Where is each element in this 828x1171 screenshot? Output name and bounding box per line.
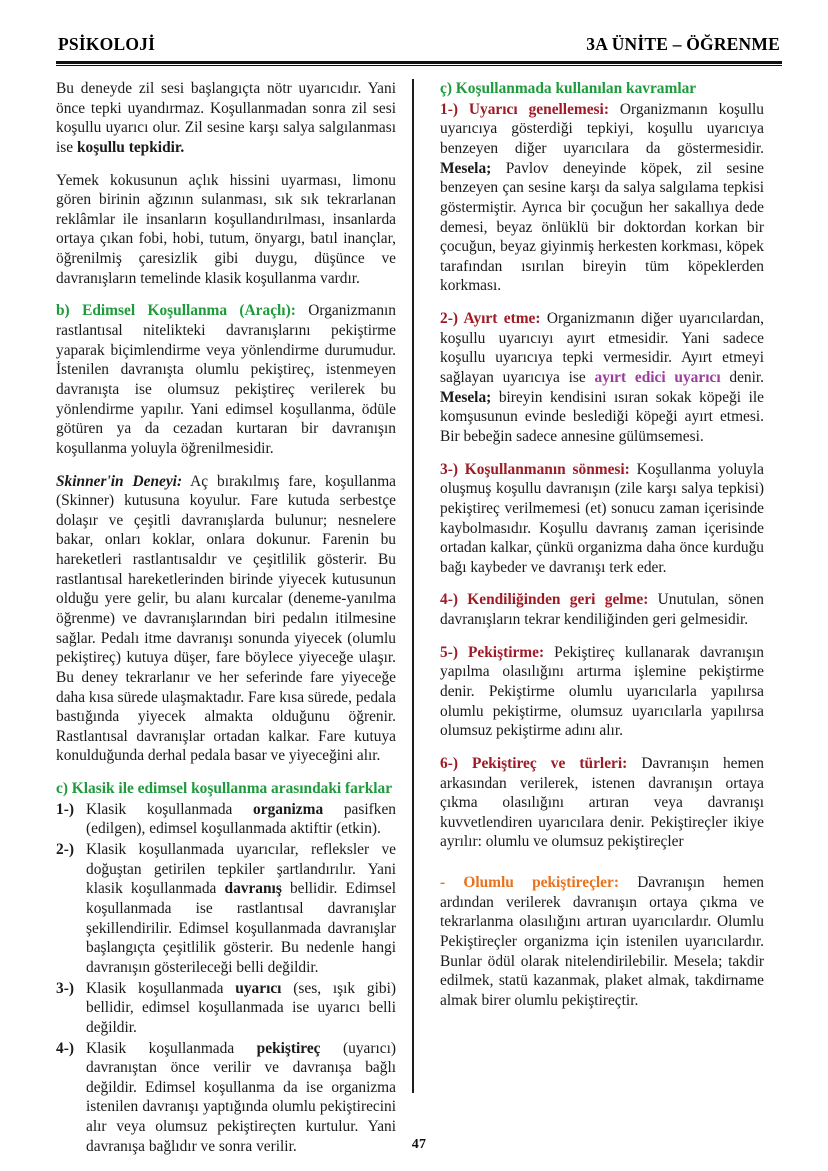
- concept-marker: 4-): [440, 591, 458, 609]
- paragraph-classical-conditioning-examples: Yemek kokusunun açlık hissini uyarması, limonu gören birinin ağzının sulanması, sık sık tekrarlanan reklâmlar ile insanların koşullandırılması, insanlarda ortaya çıkan fobi, hobi, tutum, önyargı, batıl inançlar, öğrenilmiş çaresizlik gibi duygu, düşünce ve davranışların temelinde klasik koşullanma vardır.: [56, 171, 396, 287]
- concept-text-a: Organizmanın diğer uyarıcılardan, koşullu uyarıcıyı ayırt etmesidir. Yani sadece koşullu uyarıcıya tepki vermesidir. Ayırt etmeyi sağlayan uyarıcıya ise: [440, 310, 764, 387]
- classical-vs-operant-differences-list: [56, 800, 396, 1157]
- list-text-a: Klasik koşullanmada: [86, 800, 254, 818]
- concept-extinction: [440, 460, 764, 578]
- concept-stimulus-generalization: [440, 100, 764, 296]
- header-divider-rule: [56, 61, 782, 66]
- concept-text: Unutulan, sönen davranışların tekrar kendiliğinden geri gelmesidir.: [440, 591, 764, 629]
- concept-marker: 5-): [440, 643, 458, 661]
- concept-lead-label: Koşullanmanın sönmesi:: [464, 460, 630, 478]
- list-item: [56, 979, 396, 1038]
- concept-marker: 3-): [440, 460, 458, 478]
- concept-text: Pekiştireç kullanarak davranışın yapılma olasılığını artırma işlemine pekiştirme denir. Pekiştirme olumlu uyarıcılarla yapılırsa olumlu pekiştirme, olumsuz uyarıcılarla yapılırsa olumsuz pekiştirme adını alır.: [440, 643, 764, 740]
- concept-discrimination: [440, 309, 764, 446]
- concept-lead-label: Pekiştireç ve türleri:: [472, 754, 628, 772]
- concept-lead-label: Kendiliğinden geri gelme:: [467, 591, 649, 609]
- concept-text-a: Organizmanın koşullu uyarıcıya gösterdiği tepkiyi, koşullu uyarıcıya benzeyen diğer uyarıcılara da göstermesidir.: [440, 100, 764, 157]
- concept-lead-label: Ayırt etme:: [463, 310, 541, 328]
- concept-marker: 1-): [440, 100, 458, 118]
- left-column: [56, 79, 402, 1155]
- header-subject-title: PSİKOLOJİ: [58, 34, 156, 54]
- concept-bold-mesela: Mesela;: [440, 159, 492, 177]
- list-text-a: Klasik koşullanmada uyarıcılar, refleksler ve doğuştan getirilen tepkiler şartlandırılır. Yani klasik koşullanmada: [86, 841, 396, 898]
- list-marker: 1-): [56, 800, 74, 818]
- list-marker: 3-): [56, 979, 74, 997]
- page-number: 47: [411, 1137, 427, 1152]
- list-text-c: (ses, ışık gibi) bellidir, edimsel koşullanmada ise uyarıcı belli değildir.: [86, 979, 396, 1036]
- paragraph-bell-neutral-stimulus: [56, 79, 396, 158]
- concept-reinforcement: [440, 643, 764, 741]
- concept-marker: 2-): [440, 310, 458, 328]
- column-divider-rule: [412, 79, 414, 1093]
- concept-lead-label: - Olumlu pekiştireçler:: [440, 874, 619, 892]
- section-b-heading-lead: b) Edimsel Koşullanma (Araçlı):: [56, 302, 296, 320]
- right-column: [418, 79, 764, 1133]
- concept-text: Davranışın hemen ardından verilerek davranışın ortaya çıkma ve tekrarlanma olasılığını artıran uyarıcılardır. Olumlu Pekiştireçler organizma için istenilen uyarıcılardır. Bunlar ödül olarak nitelendirilebilir. Mesela; takdir edilmek, statü kazanmak, plaket almak, takdirname almak birer olumlu pekiştireçtir.: [440, 874, 764, 1009]
- list-bold-term: uyarıcı: [235, 979, 282, 997]
- concept-bold-mesela: Mesela;: [440, 388, 492, 406]
- list-item: [56, 840, 396, 977]
- list-text-a: Klasik koşullanmada: [86, 1039, 257, 1057]
- list-text-a: Klasik koşullanmada: [86, 979, 236, 997]
- list-marker: 2-): [56, 841, 74, 859]
- concept-highlight-term: ayırt edici uyarıcı: [594, 369, 721, 387]
- section-c-cedilla-heading: ç) Koşullanmada kullanılan kavramlar: [440, 79, 697, 97]
- page-header: [56, 34, 782, 59]
- concept-text-c: denir.: [720, 369, 764, 387]
- skinner-experiment-body: Aç bırakılmış fare, koşullanma (Skinner) kutusuna koyulur. Fare kutuda serbestçe dolaşır ve çeşitli davranışlarda bulunur; nesnelere bakar, onları koklar, onlara dokunur. Farenin bu hareketleri rastlantısaldır ve çeşitlilik gösterir. Bu rastlantısal hareketlerinden birinde yiyecek kutusunun olduğu yere gelir, bu alanı kurcalar (deneme-yanılma öğrenme) ve davranışlarından biri pedalın itilmesine sağlar. Pedalı itme davranışı sonunda yiyecek (olumlu pekiştireç) kutuya düşer, fare böylece yiyeceğe ulaşır. Bu deney tekrarlanır ve her seferinde fare yiyeceğe daha kısa sürede ulaşmaktadır. Fare kısa sürede, pedala bastığında yiyecek almakta olduğunu öğrenir. Rastlantısal davranışlar ortadan kalkar. Fare kutuya konulduğunda derhal pedala basar ve yiyeceğini alır.: [56, 472, 396, 765]
- section-b-operant-conditioning: [56, 301, 396, 458]
- concept-marker: 6-): [440, 754, 458, 772]
- concept-lead-label: Uyarıcı genellemesi:: [468, 100, 609, 118]
- list-text-c: (uyarıcı) davranıştan önce verilir ve davranışa bağlı değildir. Edimsel koşullanma da ise organizma istenilen davranışı yaptığında olumlu pekiştirecini alır veya olumsuz pekiştireçten kurtulur. Yani davranışa bağlıdır ve sonra verilir.: [86, 1039, 396, 1155]
- list-item: [56, 1039, 396, 1157]
- header-unit-title: 3A ÜNİTE – ÖĞRENME: [586, 34, 780, 54]
- skinner-experiment-paragraph: [56, 472, 396, 767]
- skinner-experiment-lead: Skinner'in Deneyi:: [56, 472, 183, 490]
- concept-text-e: bireyin kendisini ısıran sokak köpeği ile komşusunun evinde beslediği köpeği ayırt etmesi. Bir bebeğin sadece annesine gülümsemesi.: [440, 388, 764, 445]
- list-marker: 4-): [56, 1039, 74, 1057]
- section-c-heading: c) Klasik ile edimsel koşullanma arasındaki farklar: [56, 780, 393, 798]
- list-bold-term: organizma: [253, 800, 324, 818]
- paragraph-text: Bu deneyde zil sesi başlangıçta nötr uyarıcıdır. Yani önce tepki uyandırmaz. Koşullanmadan sonra zil sesi koşullu uyarıcı olur. Zil sesine karşı salya salgılanması ise: [56, 79, 396, 156]
- list-text-c: bellidir. Edimsel koşullanmada ise rastlantısal davranışlar şekillendirilir. Edimsel koşullanmada davranışlar başlangıçta çeşitlilik gösterir. Bu nedenle hangi davranışın gösterileceği belli değildir.: [86, 880, 396, 976]
- concept-positive-reinforcers: [440, 873, 764, 1010]
- concept-text-c: Pavlov deneyinde köpek, zil sesine benzeyen çan sesine karşı da salya salgılama tepkisi göstermiştir. Ayrıca bir çocuğun her sakallıya dede demesi, beyaz önlüklü bir doktordan korkan bir çocuğun, beyaz giyinmiş herkesten korkması, köpek tarafından ısırılan bireyin tüm köpeklerden korkması.: [440, 159, 764, 295]
- list-bold-term: davranış: [224, 880, 282, 898]
- bold-phrase: koşullu tepkidir.: [76, 138, 185, 156]
- concept-text: Koşullanma yoluyla oluşmuş koşullu davranışın (zile karşı salya tepkisi) pekiştireç verilmemesi (et) sonucu zaman içerisinde kaybolmasıdır. Koşullu davranış zaman içerisinde ortadan kalkar, çünkü organizma daha önce kurduğu bağı kaybeder ve davranışı terk eder.: [440, 460, 764, 576]
- concept-lead-label: Pekiştirme:: [468, 643, 545, 661]
- list-bold-term: pekiştireç: [256, 1039, 321, 1057]
- concept-spontaneous-recovery: [440, 590, 764, 629]
- concept-text: Davranışın hemen arkasından verilerek, istenen davranışın ortaya çıkma olasılığını artıran veya davranışı kuvvetlendiren uyarıcılara denir. Pekiştireçler ikiye ayrılır: olumlu ve olumsuz pekiştireçler: [440, 754, 764, 851]
- concept-lead: [458, 101, 469, 118]
- section-b-body: Organizmanın rastlantısal nitelikteki davranışlarını pekiştirme yaparak biçimlendirme veya yönlendirme durumudur. İstenilen davranışta olumlu pekiştireç, istenmeyen davranışta ise olumsuz pekiştireç verilerek bu yönlendirme yapılır. Yani edimsel koşullanma, ödüle götüren ya da cezadan kurtaran bir davranışın koşullanma yoluyla öğrenilmesidir.: [56, 302, 397, 457]
- concept-reinforcer-types: [440, 754, 764, 852]
- list-text-c: pasifken (edilgen), edimsel koşullanmada aktiftir (etkin).: [86, 800, 396, 838]
- list-item: [56, 800, 396, 839]
